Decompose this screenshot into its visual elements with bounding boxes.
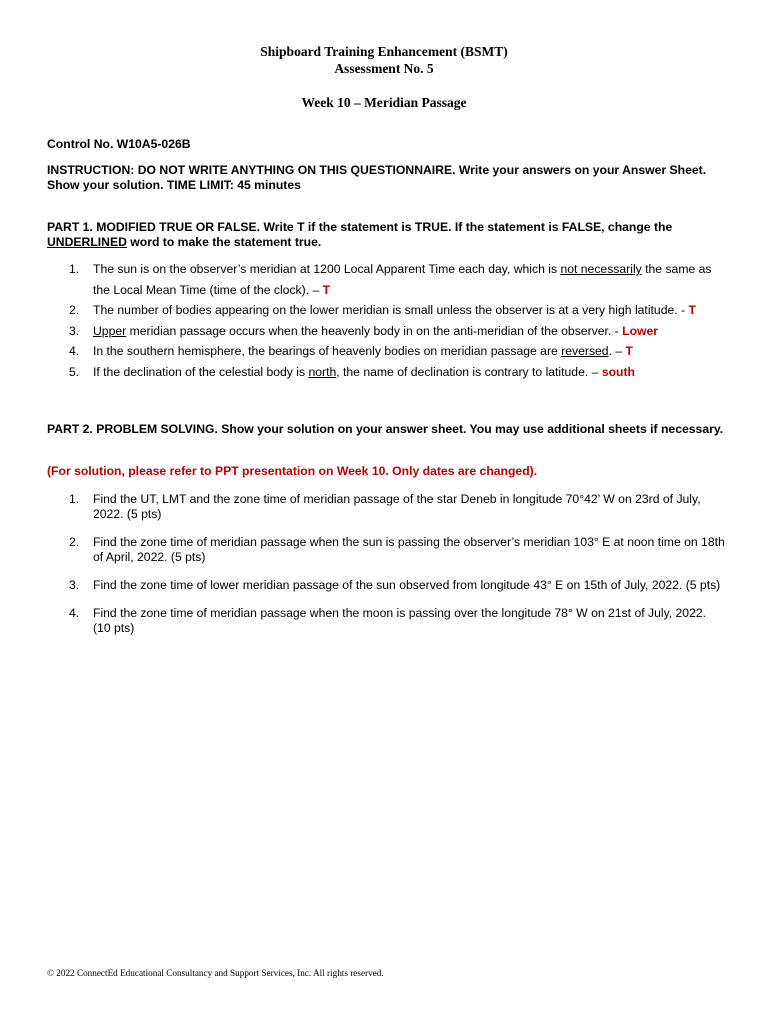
item-text: If the declination of the celestial body is xyxy=(93,364,309,379)
item-text: In the southern hemisphere, the bearings of heavenly bodies on meridian passage are xyxy=(93,344,562,358)
part2-list xyxy=(47,492,725,636)
list-item xyxy=(47,300,725,321)
item-text: the same as the Local Mean Time (time of the clock). – xyxy=(93,262,712,297)
item-text: Find the zone time of meridian passage when the sun is passing the observer’s meridian 103° E at noon time on 18th of April, 2022. (5 pts) xyxy=(93,535,725,564)
part1-heading-text-b: word to make the statement true. xyxy=(126,235,322,249)
underlined-word: north xyxy=(308,364,337,379)
item-number: 4. xyxy=(69,606,80,620)
part1-heading-underlined: UNDERLINED xyxy=(47,235,127,249)
item-number: 2. xyxy=(69,535,80,549)
item-number: 1. xyxy=(69,262,80,276)
list-item xyxy=(47,606,725,636)
item-text: The number of bodies appearing on the lower meridian is small unless the observer is at a very high latitude. - xyxy=(93,303,689,317)
list-item xyxy=(47,535,725,565)
part2-heading: PART 2. PROBLEM SOLVING. Show your solution on your answer sheet. You may use additional sheets if necessary. xyxy=(47,422,724,436)
item-text: Find the zone time of meridian passage when the moon is passing over the longitude 78° W on 21st of July, 2022. (10 pts) xyxy=(93,606,707,635)
item-text: meridian passage occurs when the heavenly body in on the anti-meridian of the observer. - xyxy=(126,323,623,338)
list-item xyxy=(47,259,725,300)
part2-list-container xyxy=(47,492,725,649)
document-header xyxy=(0,43,768,111)
list-item xyxy=(47,578,725,593)
part2-note: (For solution, please refer to PPT presentation on Week 10. Only dates are changed). xyxy=(47,464,538,478)
item-text: Find the zone time of lower meridian passage of the sun observed from longitude 43° E on 15th of July, 2022. (5 pts) xyxy=(93,578,721,592)
underlined-word: not necessarily xyxy=(560,262,642,276)
item-number: 3. xyxy=(69,578,80,592)
item-text: . – xyxy=(608,344,626,358)
answer-key: T xyxy=(625,344,633,358)
item-number: 2. xyxy=(69,303,80,317)
item-text: The sun is on the observer’s meridian at 1200 Local Apparent Time each day, which is xyxy=(93,262,561,276)
answer-key: T xyxy=(688,303,696,317)
underlined-word: Upper xyxy=(93,323,127,338)
item-number: 1. xyxy=(69,492,80,506)
instruction-text: INSTRUCTION: DO NOT WRITE ANYTHING ON THIS QUESTIONNAIRE. Write your answers on your Answer Sheet. Show your solution. TIME LIMIT: 45 minutes xyxy=(47,163,707,192)
list-item xyxy=(47,321,725,342)
answer-key: T xyxy=(322,282,331,297)
control-number: Control No. W10A5-026B xyxy=(47,137,191,151)
item-number: 5. xyxy=(69,364,80,379)
part1-list xyxy=(47,259,725,382)
item-text: Find the UT, LMT and the zone time of meridian passage of the star Deneb in longitude 70°42’ W on 23rd of July, 2022. (5 pts) xyxy=(93,492,701,521)
item-text: , the name of declination is contrary to latitude. – xyxy=(336,364,602,379)
list-item xyxy=(47,362,725,383)
item-number: 3. xyxy=(69,323,80,338)
answer-key: Lower xyxy=(622,323,659,338)
list-item xyxy=(47,492,725,522)
list-item xyxy=(47,341,725,362)
part1-heading xyxy=(47,220,725,250)
underlined-word: reversed xyxy=(561,344,609,358)
assessment-number: Assessment No. 5 xyxy=(334,61,434,76)
part1-list-container xyxy=(47,259,725,382)
answer-key: south xyxy=(601,364,635,379)
part1-heading-text-a: PART 1. MODIFIED TRUE OR FALSE. Write T if the statement is TRUE. If the statement is FALSE, change the xyxy=(47,220,673,234)
week-title: Week 10 – Meridian Passage xyxy=(301,95,467,110)
copyright-footer: © 2022 ConnectEd Educational Consultancy and Support Services, Inc. All rights reserved. xyxy=(47,968,384,978)
item-number: 4. xyxy=(69,344,80,358)
document-title: Shipboard Training Enhancement (BSMT) xyxy=(260,44,508,59)
